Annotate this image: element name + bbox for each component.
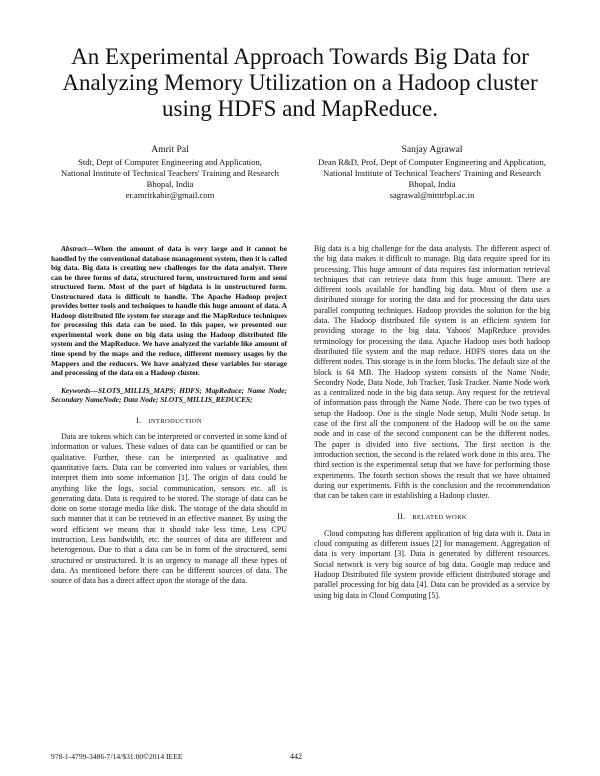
author-affiliation: Stdt, Dept of Computer Engineering and Application, bbox=[78, 157, 262, 167]
paper-title: An Experimental Approach Towards Big Data for Analyzing Memory Utilization on a Hadoop cluster using HDFS and MapReduce. bbox=[62, 44, 538, 121]
section-title: RELATED WORK bbox=[412, 514, 467, 522]
author-affiliation: Dean R&D, Prof, Dept of Computer Engineering and Application, bbox=[318, 157, 546, 167]
section-title: INTRODUCTION bbox=[148, 417, 202, 425]
right-column bbox=[314, 244, 550, 601]
author-name: Sanjay Agrawal bbox=[401, 144, 463, 155]
section-heading-related-work bbox=[314, 512, 550, 523]
author-block-1 bbox=[60, 144, 280, 201]
section-heading-introduction bbox=[51, 416, 287, 427]
related-work-paragraph: Cloud computing has different application of big data with it. Data in cloud computing as different issues [2] for management. Aggregation of data is very important [3]. Data is generated by different resources. Social network is very big source of big data. Google map reduce and Hadoop Distributed file system provide efficient distributed storage and parallel processing for big data [4]. Data can be provided as a service by using big data in Cloud Computing [5]. bbox=[314, 528, 550, 600]
section-number: II. bbox=[397, 512, 406, 522]
author-block-2 bbox=[318, 144, 546, 201]
abstract-label: Abstract bbox=[61, 244, 87, 253]
page-number: 442 bbox=[290, 752, 302, 761]
abstract-text: —When the amount of data is very large and it cannot be handled by the conventional database management system, then it is called big data. Big data is creating new challenges for the data analyst. There can be three forms of data, structured form, unstructured form and semi structured form. Most of the part of bigdata is in unstructured form. Unstructured data is difficult to handle. The Apache Hadoop project provides better tools and techniques to handle this huge amount of data. A Hadoop distributed file system for storage and the MapReduce techniques for processing this data can be used. In this paper, we presented our experimental work done on big data using the Hadoop distributed file system and the MapReduce. We have analyzed the variable like amount of time spend by the maps and the reduce, different memory usages by the Mappers and the reducers. We have analyzed these variables for storage and processing of the data on a Hadoop cluster. bbox=[51, 244, 287, 378]
introduction-paragraph: Data are tokens which can be interpreted or converted in some kind of information or values. These values of data can be quantified or can be qualitative. Further, these can be interpreted as qualitative and quantitative facts. Data can be converted into values or variables, then interpret them into some information [1]. The origin of data could be anything like the logs, social communication, sensors etc. all is generating data. Data is required to be stored. The storage of data can be done on some storage media like disk. The storage of the data should in such manner that it can be retrieved in an effective manner. By using the word efficient we means that it should take less time, Less CPU instruction, Less bandwidth, etc. the sources of data are different and heterogenous. Due to that a data can be in form of the structured, semi structured or unstructured. It is an urgency to manage all these types of data. As mentioned before there can be different sources of data. The source of data has a direct affect upon the storage of the data. bbox=[51, 432, 287, 586]
keywords: Keywords—SLOTS_MILLIS_MAPS; HDFS; MapReduce; Name Node; Secondary NameNode; Data Node; SLOTS_MILLIS_REDUCES; bbox=[51, 385, 287, 405]
author-institute: National Institute of Technical Teachers' Training and Research bbox=[61, 168, 279, 178]
footer-isbn: 978-1-4799-3486-7/14/$31.00©2014 IEEE bbox=[51, 752, 183, 761]
body-paragraph: Big data is a big challenge for the data analysts. The different aspect of the big data makes it difficult to manage. Big data require speed for its processing. This huge amount of data requires fast information retrieval techniques that can retrieve data from this huge amount. There are different tools available for handling big data. Most of them use a distributed storage for storing the data and for processing the data uses parallel computing techniques. Hadoop provides the solution for the big data. The Hadoop distributed file system is an efficient system for providing storage to the big data. Yahoos' MapReduce provides terminology for processing the data. Apache Hadoop uses both hadoop distributed file system and the map reduce. HDFS stores data on the different nodes. This storage is in the form blocks. The default size of the block is 64 MB. The Hadoop system consists of the Name Node, Secondry Node, Data Node, Job Tracker, Task Tracker. Name Node work as a centralized node in the big data setup. Any request for the retrieval of information pass through the Name Node. There can be two types of setup the Hadoop. One is the single Node setup, Multi Node setup. In case of the first all the component of the Hadoop will be on the same node and in case of the second component can be the different nodes. The paper is divided into five sections. The first section is the introduction section, the second is the related work done in this area. The third section is the experimental setup that we have for performing those experiments. The fourth section shows the result that we have obtained during our experiments. Fifth is the conclusion and the recommendation that can be taken care in establishing a Hadoop cluster. bbox=[314, 244, 550, 501]
author-email: er.amritkabir@gmail.com bbox=[125, 190, 215, 200]
author-name: Amrit Pal bbox=[151, 144, 189, 155]
author-institute: National Institute of Technical Teachers' Training and Research bbox=[323, 168, 541, 178]
author-email: sagrawal@nitttrbpl.ac.in bbox=[389, 190, 475, 200]
section-number: I. bbox=[136, 415, 142, 425]
author-location: Bhopal, India bbox=[408, 179, 456, 189]
author-location: Bhopal, India bbox=[146, 179, 194, 189]
abstract bbox=[51, 244, 287, 378]
left-column bbox=[51, 244, 287, 587]
